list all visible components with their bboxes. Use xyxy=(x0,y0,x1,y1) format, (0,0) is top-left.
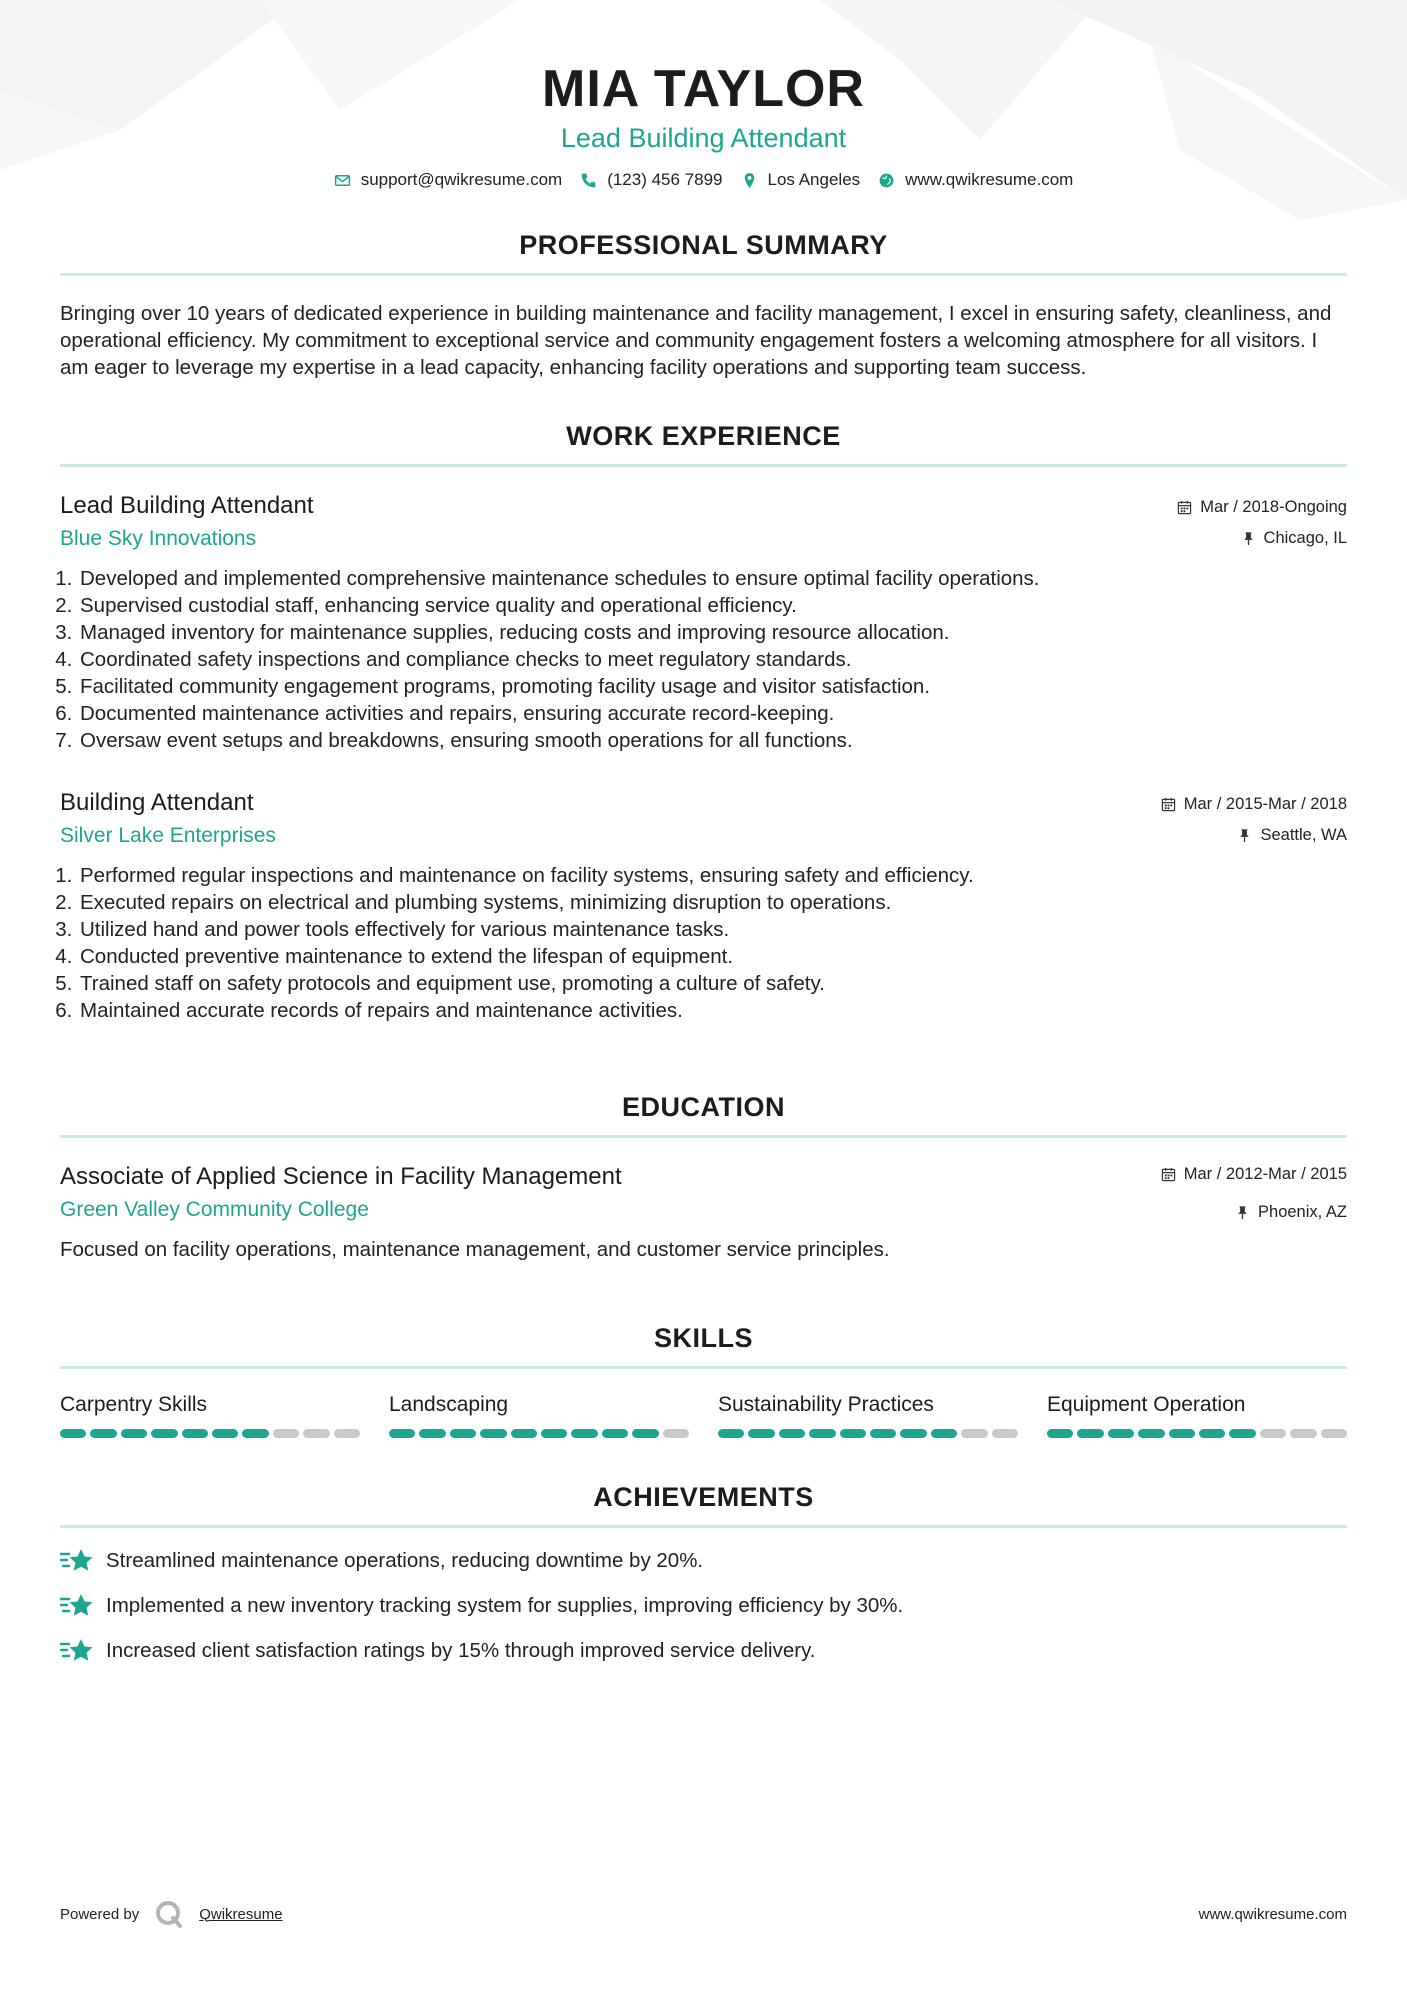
job-meta xyxy=(1161,788,1347,845)
candidate-role: Lead Building Attendant xyxy=(560,123,847,153)
job-title: Lead Building Attendant xyxy=(60,492,314,519)
skill-segment-filled xyxy=(1169,1429,1195,1438)
skill-segment-filled xyxy=(90,1429,116,1438)
skill-level-bar xyxy=(389,1429,689,1438)
job-dates: Mar / 2018-Ongoing xyxy=(1200,498,1347,516)
skill-segment-empty xyxy=(961,1429,987,1438)
skill-segment-filled xyxy=(779,1429,805,1438)
summary-section xyxy=(60,230,1347,381)
summary-title: PROFESSIONAL SUMMARY xyxy=(60,230,1347,276)
calendar-icon xyxy=(1161,797,1176,812)
job-location: Chicago, IL xyxy=(1263,529,1347,547)
skill-segment-empty xyxy=(1321,1429,1347,1438)
skill-segment-empty xyxy=(1290,1429,1316,1438)
map-pin-icon xyxy=(741,172,758,189)
resume-header xyxy=(60,0,1347,190)
achievement-text: Implemented a new inventory tracking system for supplies, improving efficiency by 30%. xyxy=(106,1593,904,1617)
job-company: Blue Sky Innovations xyxy=(60,527,257,550)
education-entry xyxy=(60,1162,1347,1263)
skills-title: SKILLS xyxy=(60,1323,1347,1369)
qwikresume-link[interactable]: Qwikresume xyxy=(199,1905,283,1923)
list-item: 1. Developed and implemented comprehensive maintenance schedules to ensure optimal facility operations. xyxy=(78,565,1347,592)
job-meta xyxy=(1177,491,1347,548)
candidate-name: MIA TAYLOR xyxy=(542,60,865,118)
skill-segment-filled xyxy=(571,1429,597,1438)
skill-level-bar xyxy=(60,1429,360,1438)
skill-segment-empty xyxy=(992,1429,1018,1438)
achievements-section xyxy=(60,1482,1347,1664)
skill-name: Equipment Operation xyxy=(1047,1393,1246,1416)
skills-list xyxy=(60,1391,1347,1438)
school-name: Green Valley Community College xyxy=(60,1198,369,1221)
job-bullets xyxy=(60,862,1347,1024)
skill-segment-filled xyxy=(602,1429,628,1438)
education-location: Phoenix, AZ xyxy=(1258,1203,1347,1221)
footer-website[interactable]: www.qwikresume.com xyxy=(1198,1905,1347,1923)
skill-name: Sustainability Practices xyxy=(718,1393,934,1416)
skill-segment-filled xyxy=(1108,1429,1134,1438)
website-text: www.qwikresume.com xyxy=(905,170,1074,189)
skill-item xyxy=(1047,1391,1347,1438)
achievement-item xyxy=(60,1546,1347,1574)
list-item: 4. Coordinated safety inspections and compliance checks to meet regulatory standards. xyxy=(78,646,1347,673)
skills-section xyxy=(60,1323,1347,1438)
star-list-icon xyxy=(60,1591,94,1619)
skill-segment-filled xyxy=(718,1429,744,1438)
powered-by-label: Powered by xyxy=(60,1905,140,1923)
achievements-title: ACHIEVEMENTS xyxy=(60,1482,1347,1528)
list-item: 1. Performed regular inspections and maintenance on facility systems, ensuring safety and efficiency. xyxy=(78,862,1347,889)
skill-segment-filled xyxy=(809,1429,835,1438)
job-location: Seattle, WA xyxy=(1260,826,1347,844)
skill-segment-filled xyxy=(632,1429,658,1438)
achievement-item xyxy=(60,1636,1347,1664)
achievement-text: Streamlined maintenance operations, reducing downtime by 20%. xyxy=(106,1548,704,1572)
skill-segment-filled xyxy=(480,1429,506,1438)
education-section xyxy=(60,1092,1347,1263)
list-item: 5. Facilitated community engagement programs, promoting facility usage and visitor satisfaction. xyxy=(78,673,1347,700)
degree-title: Associate of Applied Science in Facility Management xyxy=(60,1163,622,1190)
skill-segment-empty xyxy=(273,1429,299,1438)
skill-segment-filled xyxy=(1229,1429,1255,1438)
skill-segment-filled xyxy=(242,1429,268,1438)
list-item: 6. Documented maintenance activities and repairs, ensuring accurate record-keeping. xyxy=(78,700,1347,727)
skill-segment-filled xyxy=(931,1429,957,1438)
skill-item xyxy=(60,1391,360,1438)
skill-segment-filled xyxy=(1199,1429,1225,1438)
contact-location xyxy=(741,170,861,190)
skill-segment-filled xyxy=(900,1429,926,1438)
list-item: 3. Utilized hand and power tools effectively for various maintenance tasks. xyxy=(78,916,1347,943)
skill-segment-filled xyxy=(121,1429,147,1438)
skill-segment-filled xyxy=(182,1429,208,1438)
education-dates: Mar / 2012-Mar / 2015 xyxy=(1183,1165,1347,1183)
job-company: Silver Lake Enterprises xyxy=(60,824,276,847)
skill-segment-filled xyxy=(419,1429,445,1438)
contact-bar xyxy=(60,170,1347,190)
pushpin-icon xyxy=(1241,531,1256,546)
email-text: support@qwikresume.com xyxy=(360,170,563,189)
list-item: 3. Managed inventory for maintenance supplies, reducing costs and improving resource allocation. xyxy=(78,619,1347,646)
skill-segment-filled xyxy=(212,1429,238,1438)
achievement-text: Increased client satisfaction ratings by 15% through improved service delivery. xyxy=(106,1638,816,1662)
achievements-list xyxy=(60,1546,1347,1664)
summary-text: Bringing over 10 years of dedicated experience in building maintenance and facility management, I excel in ensuring safety, cleanliness, and operational efficiency. My commitment to exceptional service and community engagement fosters a welcoming atmosphere for all visitors. I am eager to leverage my expertise in a lead capacity, enhancing facility operations and supporting team success. xyxy=(60,302,1332,379)
experience-section xyxy=(60,421,1347,1024)
skill-segment-empty xyxy=(663,1429,689,1438)
skill-item xyxy=(389,1391,689,1438)
contact-phone[interactable] xyxy=(580,170,722,190)
skill-segment-filled xyxy=(151,1429,177,1438)
skill-name: Landscaping xyxy=(389,1393,509,1416)
skill-segment-filled xyxy=(60,1429,86,1438)
contact-email[interactable] xyxy=(334,170,563,190)
skill-segment-filled xyxy=(840,1429,866,1438)
list-item: 7. Oversaw event setups and breakdowns, ensuring smooth operations for all functions. xyxy=(78,727,1347,754)
job-entry xyxy=(60,788,1347,1024)
footer-brand xyxy=(60,1898,283,1930)
job-bullets xyxy=(60,565,1347,754)
skill-segment-filled xyxy=(870,1429,896,1438)
skill-segment-filled xyxy=(511,1429,537,1438)
skill-level-bar xyxy=(718,1429,1018,1438)
calendar-icon xyxy=(1161,1167,1176,1182)
pushpin-icon xyxy=(1237,828,1252,843)
skill-segment-filled xyxy=(541,1429,567,1438)
education-description: Focused on facility operations, maintenance management, and customer service principles. xyxy=(60,1238,890,1261)
skill-segment-empty xyxy=(303,1429,329,1438)
skill-segment-empty xyxy=(334,1429,360,1438)
job-dates: Mar / 2015-Mar / 2018 xyxy=(1183,795,1347,813)
globe-icon xyxy=(878,172,895,189)
skill-segment-empty xyxy=(1260,1429,1286,1438)
education-title: EDUCATION xyxy=(60,1092,1347,1138)
skill-segment-filled xyxy=(1047,1429,1073,1438)
skill-segment-filled xyxy=(748,1429,774,1438)
location-text: Los Angeles xyxy=(767,170,861,189)
education-meta xyxy=(1161,1162,1347,1222)
list-item: 4. Conducted preventive maintenance to extend the lifespan of equipment. xyxy=(78,943,1347,970)
list-item: 5. Trained staff on safety protocols and equipment use, promoting a culture of safety. xyxy=(78,970,1347,997)
skill-level-bar xyxy=(1047,1429,1347,1438)
skill-segment-filled xyxy=(450,1429,476,1438)
skill-item xyxy=(718,1391,1018,1438)
calendar-icon xyxy=(1177,500,1192,515)
experience-title: WORK EXPERIENCE xyxy=(60,421,1347,467)
list-item: 2. Supervised custodial staff, enhancing service quality and operational efficiency. xyxy=(78,592,1347,619)
phone-text: (123) 456 7899 xyxy=(607,170,723,189)
envelope-icon xyxy=(334,172,351,189)
list-item: 6. Maintained accurate records of repairs and maintenance activities. xyxy=(78,997,1347,1024)
job-title: Building Attendant xyxy=(60,789,254,816)
skill-name: Carpentry Skills xyxy=(60,1393,208,1416)
contact-website[interactable] xyxy=(878,170,1073,190)
achievement-item xyxy=(60,1591,1347,1619)
star-list-icon xyxy=(60,1636,94,1664)
page-footer xyxy=(60,1898,1347,1930)
job-entry xyxy=(60,491,1347,754)
skill-segment-filled xyxy=(1138,1429,1164,1438)
phone-icon xyxy=(580,172,597,189)
list-item: 2. Executed repairs on electrical and plumbing systems, minimizing disruption to operations. xyxy=(78,889,1347,916)
pushpin-icon xyxy=(1235,1205,1250,1220)
qwikresume-logo-icon xyxy=(153,1898,185,1930)
star-list-icon xyxy=(60,1546,94,1574)
skill-segment-filled xyxy=(389,1429,415,1438)
skill-segment-filled xyxy=(1077,1429,1103,1438)
